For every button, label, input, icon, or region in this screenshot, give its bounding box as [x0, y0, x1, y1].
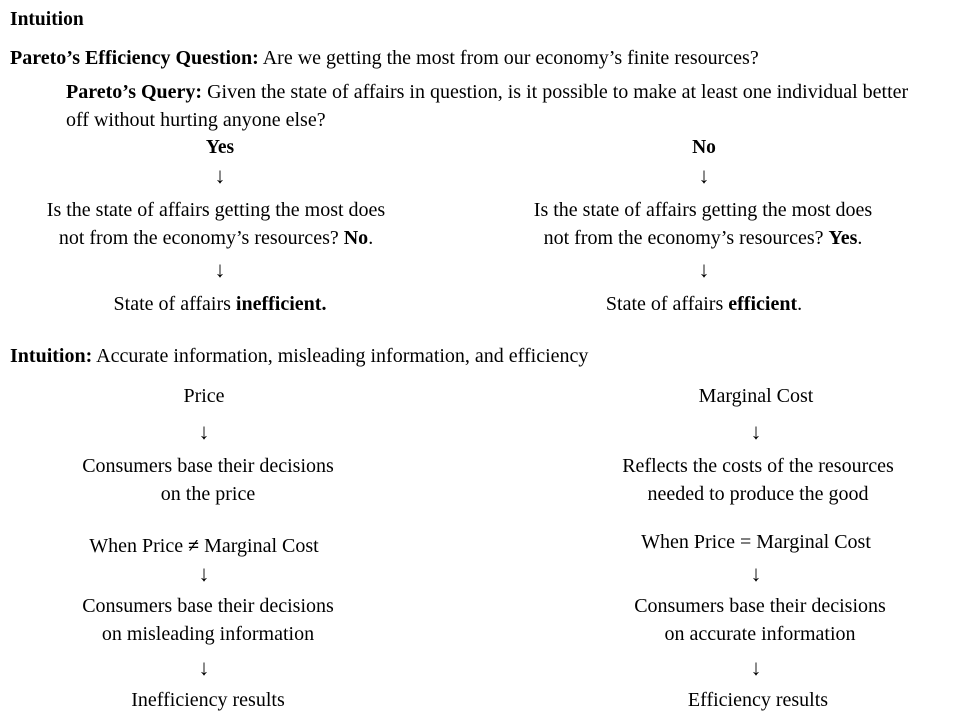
- no-question-line1: Is the state of affairs getting the most does: [533, 199, 873, 221]
- down-arrow-icon: ↓: [198, 419, 210, 444]
- down-arrow-icon: ↓: [698, 257, 710, 282]
- yes-question-line2: not from the economy’s resources? No.: [58, 227, 374, 249]
- question-text: Are we getting the most from our economy’s finite resources?: [258, 47, 759, 69]
- no-branch-result: State of affairs efficient.: [605, 293, 803, 315]
- not-equal-icon: ≠: [188, 535, 200, 557]
- intuition-label: Intuition:: [10, 345, 93, 367]
- pareto-efficiency-question: [10, 44, 759, 72]
- efficiency-result: Efficiency results: [687, 689, 829, 711]
- marginal-cost-title: Marginal Cost: [698, 385, 814, 407]
- down-arrow-icon: ↓: [198, 655, 210, 680]
- down-arrow-icon: ↓: [214, 257, 226, 282]
- yes-label: Yes: [205, 137, 235, 158]
- no-answer: Yes: [828, 227, 858, 249]
- price-not-equal-condition: When Price ≠ Marginal Cost: [89, 535, 319, 557]
- yes-branch-result: State of affairs inefficient.: [113, 293, 327, 315]
- query-text: Given the state of affairs in question, is it possible to make at least one individual better off without hurting anyone else?: [66, 81, 909, 131]
- down-arrow-icon: ↓: [750, 655, 762, 680]
- accurate-info-text: Consumers base their decisions on accurate information: [634, 595, 886, 645]
- inefficient-label: inefficient.: [235, 293, 327, 315]
- marginal-cost-description: Reflects the costs of the resources needed to produce the good: [622, 455, 894, 505]
- efficient-label: efficient: [728, 293, 798, 315]
- no-question-line2: not from the economy’s resources? Yes.: [543, 227, 863, 249]
- intuition-heading: [10, 342, 588, 370]
- page-title: Intuition: [10, 9, 84, 30]
- no-branch-question: [534, 196, 872, 252]
- question-label: Pareto’s Efficiency Question:: [10, 47, 259, 69]
- price-description: Consumers base their decisions on the price: [82, 455, 334, 505]
- down-arrow-icon: ↓: [750, 561, 762, 586]
- down-arrow-icon: ↓: [698, 163, 710, 188]
- query-label: Pareto’s Query:: [66, 81, 203, 103]
- down-arrow-icon: ↓: [198, 561, 210, 586]
- yes-branch-question: [47, 196, 385, 252]
- yes-question-line1: Is the state of affairs getting the most does: [46, 199, 386, 221]
- pareto-query: [66, 78, 936, 134]
- no-label: No: [692, 137, 716, 158]
- price-equal-condition: When Price = Marginal Cost: [641, 531, 871, 553]
- misleading-info-text: Consumers base their decisions on misleading information: [82, 595, 334, 645]
- down-arrow-icon: ↓: [750, 419, 762, 444]
- inefficiency-result: Inefficiency results: [131, 689, 285, 711]
- price-title: Price: [183, 385, 225, 407]
- intuition-text: Accurate information, misleading information, and efficiency: [92, 345, 589, 367]
- down-arrow-icon: ↓: [214, 163, 226, 188]
- yes-answer: No: [343, 227, 369, 249]
